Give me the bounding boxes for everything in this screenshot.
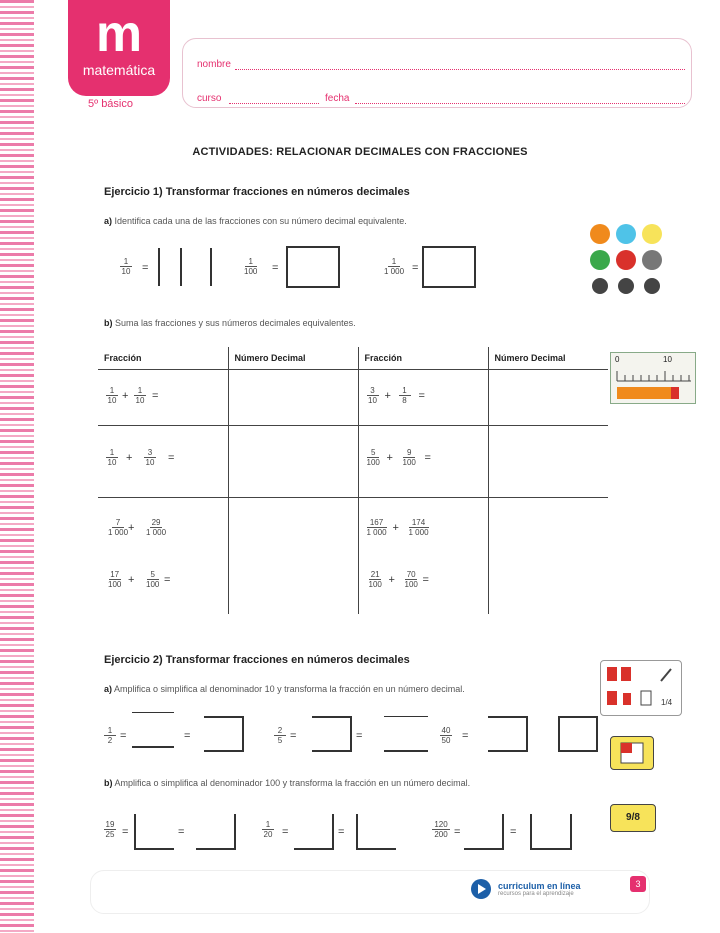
footer-tagline: recursos para el aprendizaje [498,891,574,897]
fraction-cell: 1 10 + 3 10 = [98,426,228,498]
ex2-a-letter: a) [104,684,113,694]
fraction: 1 1 000 [384,257,405,276]
answer-blank[interactable] [294,814,334,850]
name-label: nombre [197,59,231,70]
answer-blank[interactable] [464,814,504,850]
ex2-b-letter: b) [104,778,113,788]
table-row [98,498,608,615]
ex1-heading: Ejercicio 1) Transformar fracciones en números decimales [104,186,410,198]
col-header: Fracción [98,347,228,370]
fraction: 120 200 [432,820,450,839]
answer-blank[interactable] [356,814,396,850]
course-label: curso [197,93,222,104]
equals-sign: = [338,826,345,838]
ex1-b-text: Suma las fracciones y sus números decimales equivalentes. [115,318,356,328]
play-circle-icon [470,878,492,900]
ex1-b-instruction [104,318,356,328]
student-info-box [182,38,692,108]
ex1-b-letter: b) [104,318,113,328]
table-row [98,426,608,498]
col-header: Número Decimal [488,347,608,370]
logo-subject: matemática [82,62,156,78]
answer-box[interactable] [312,716,352,752]
ex1-a-letter: a) [104,216,113,226]
page-number: 3 [630,876,646,892]
answer-blank[interactable] [384,716,428,752]
decimal-answer-cell[interactable] [228,370,358,426]
equals-sign: = [356,730,363,742]
fraction: 2 5 [274,726,286,745]
equals-sign: = [178,826,185,838]
fraction-line-blank [132,712,174,713]
equals-sign: = [120,730,127,742]
answer-blank[interactable] [132,716,174,748]
equals-sign: = [122,826,129,838]
answer-box[interactable] [488,716,528,752]
answer-box[interactable] [422,246,476,288]
ex2-b-instruction [104,778,470,788]
decimal-answer-cell[interactable] [488,498,608,615]
ex2-a-text: Amplifica o simplifica al denominador 10 y transforma la fracción en un número decimal. [114,684,465,694]
decimal-answer-cell[interactable] [228,498,358,615]
answer-box[interactable] [204,716,244,752]
date-label: fecha [325,93,350,104]
fraction-badge-icon: 9/8 [610,804,656,832]
date-field[interactable] [355,103,685,104]
grade-label: 5º básico [88,98,133,110]
equals-sign: = [142,262,149,274]
fraction: 19 25 [105,820,115,839]
col-header: Número Decimal [228,347,358,370]
fraction-cards-icon [600,660,682,716]
answer-box[interactable] [158,248,182,286]
fraction: 40 50 [441,726,451,745]
equals-sign: = [462,730,469,742]
equals-sign: = [510,826,517,838]
decimal-answer-cell[interactable] [488,370,608,426]
equals-sign: = [454,826,461,838]
curriculum-logo [470,878,581,900]
table-row [98,370,608,426]
fraction-cell: 7 1 000 + 29 1 000 17 100 + 5 100 = [98,498,228,615]
answer-box[interactable] [530,814,572,850]
decimal-answer-cell[interactable] [488,426,608,498]
equals-sign: = [272,262,279,274]
ruler-icon: 0 10 [610,352,696,404]
decorative-spine [0,0,34,933]
fraction-cell: 167 1 000 + 174 1 000 21 100 + 70 100 = [358,498,488,615]
ex1-a-text: Identifica cada una de las fracciones con su número decimal equivalente. [114,216,407,226]
ex2-b-text: Amplifica o simplifica al denominador 100 y transforma la fracción en un número decimal. [114,778,471,788]
equals-sign: = [412,262,419,274]
col-header: Fracción [358,347,488,370]
answer-box-bracket [210,248,218,286]
fraction: 1 20 [263,820,273,839]
svg-text:1/4: 1/4 [661,698,673,707]
fraction: 1 2 [104,726,116,745]
equals-sign: = [184,730,191,742]
equals-sign: = [282,826,289,838]
ex2-heading: Ejercicio 2) Transformar fracciones en números decimales [104,654,410,666]
footer-brand: curriculum en línea [498,881,581,891]
decimal-answer-cell[interactable] [228,426,358,498]
color-dots-icon [588,222,666,298]
fraction: 1 10 [121,257,131,276]
fraction: 1 100 [244,257,258,276]
equals-sign: = [290,730,297,742]
answer-box[interactable] [558,716,598,752]
fraction-cell: 1 10 + 1 10 = [98,370,228,426]
ex1-a-instruction [104,216,407,226]
subject-logo [68,0,170,96]
name-field[interactable] [235,69,685,70]
answer-blank[interactable] [196,814,236,850]
logo-letter: m [95,5,143,63]
ex2-a-instruction [104,684,465,694]
answer-blank[interactable] [134,814,174,850]
fraction-square-icon [610,736,654,770]
fraction-decimal-table [98,347,608,614]
page-title: ACTIVIDADES: RELACIONAR DECIMALES CON FRACCIONES [192,146,528,158]
fraction-cell: 3 10 + 1 8 = [358,370,488,426]
course-field[interactable] [229,103,319,104]
fraction-cell: 5 100 + 9 100 = [358,426,488,498]
answer-box[interactable] [286,246,340,288]
